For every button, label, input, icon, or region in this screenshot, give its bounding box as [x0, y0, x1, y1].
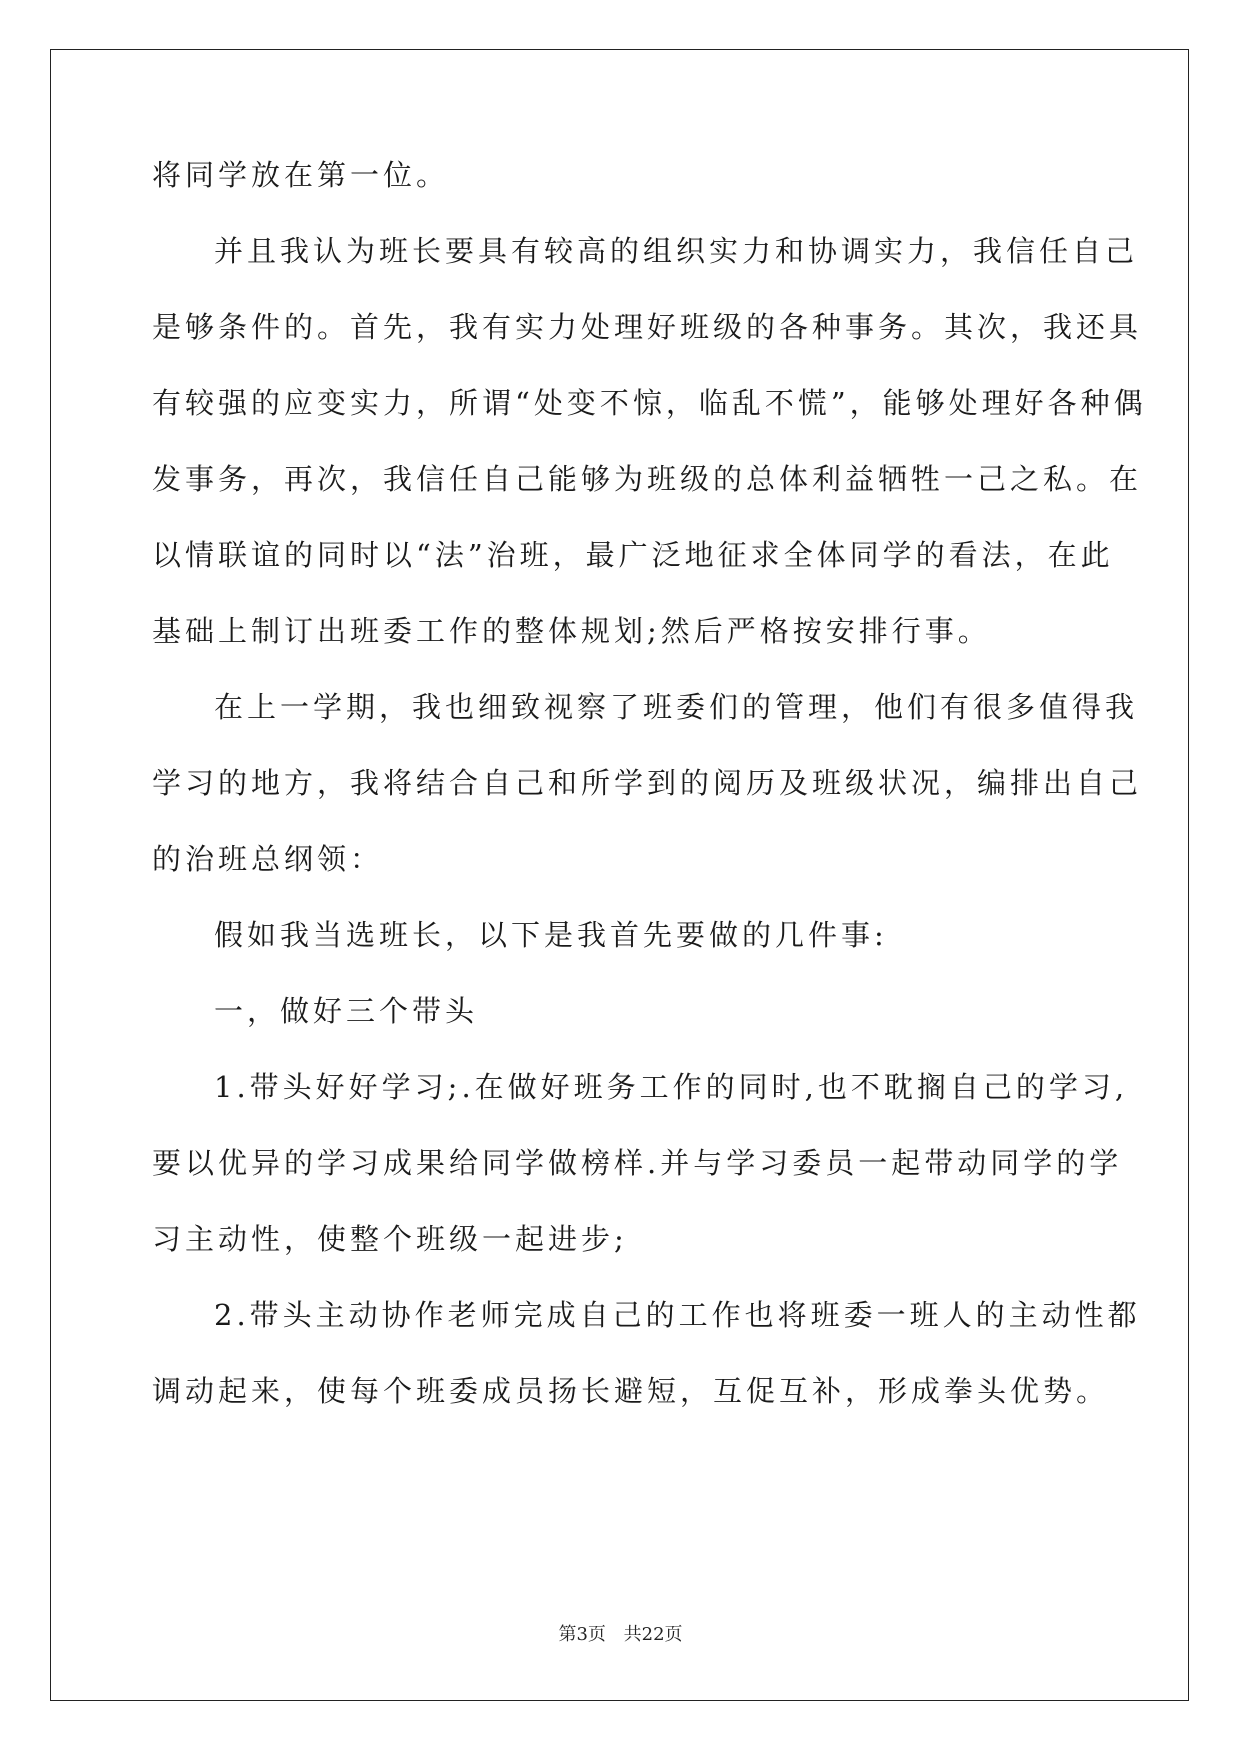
text-line: 发事务，再次，我信任自己能够为班级的总体利益牺牲一己之私。在 [152, 462, 1143, 496]
page-footer [0, 1623, 1241, 1647]
text-line: 的治班总纲领： [152, 842, 384, 876]
text-line: 要以优异的学习成果给同学做榜样.并与学习委员一起带动同学的学 [152, 1146, 1123, 1180]
page-number: 第3页 [558, 1624, 606, 1645]
text-line: 一，做好三个带头 [214, 994, 479, 1028]
text-line: 基础上制订出班委工作的整体规划;然后严格按安排行事。 [152, 614, 991, 648]
text-line: 在上一学期，我也细致视察了班委们的管理，他们有很多值得我 [214, 690, 1139, 724]
text-line: 调动起来，使每个班委成员扬长避短，互促互补，形成拳头优势。 [152, 1374, 1110, 1408]
text-line: 有较强的应变实力，所谓“处变不惊，临乱不慌”，能够处理好各种偶 [152, 386, 1147, 420]
text-line: 1.带头好好学习;.在做好班务工作的同时,也不耽搁自己的学习, [214, 1070, 1129, 1104]
text-line: 2.带头主动协作老师完成自己的工作也将班委一班人的主动性都 [214, 1298, 1141, 1332]
text-line: 是够条件的。首先，我有实力处理好班级的各种事务。其次，我还具 [152, 310, 1143, 344]
page-total: 共22页 [623, 1624, 683, 1645]
text-line: 将同学放在第一位。 [152, 158, 450, 192]
text-line: 假如我当选班长，以下是我首先要做的几件事: [214, 918, 888, 952]
text-line: 并且我认为班长要具有较高的组织实力和协调实力，我信任自己 [214, 234, 1139, 268]
text-line: 学习的地方，我将结合自己和所学到的阅历及班级状况，编排出自己 [152, 766, 1143, 800]
text-line: 以情联谊的同时以“法”治班，最广泛地征求全体同学的看法，在此 [152, 538, 1114, 572]
text-line: 习主动性，使整个班级一起进步; [152, 1222, 628, 1256]
